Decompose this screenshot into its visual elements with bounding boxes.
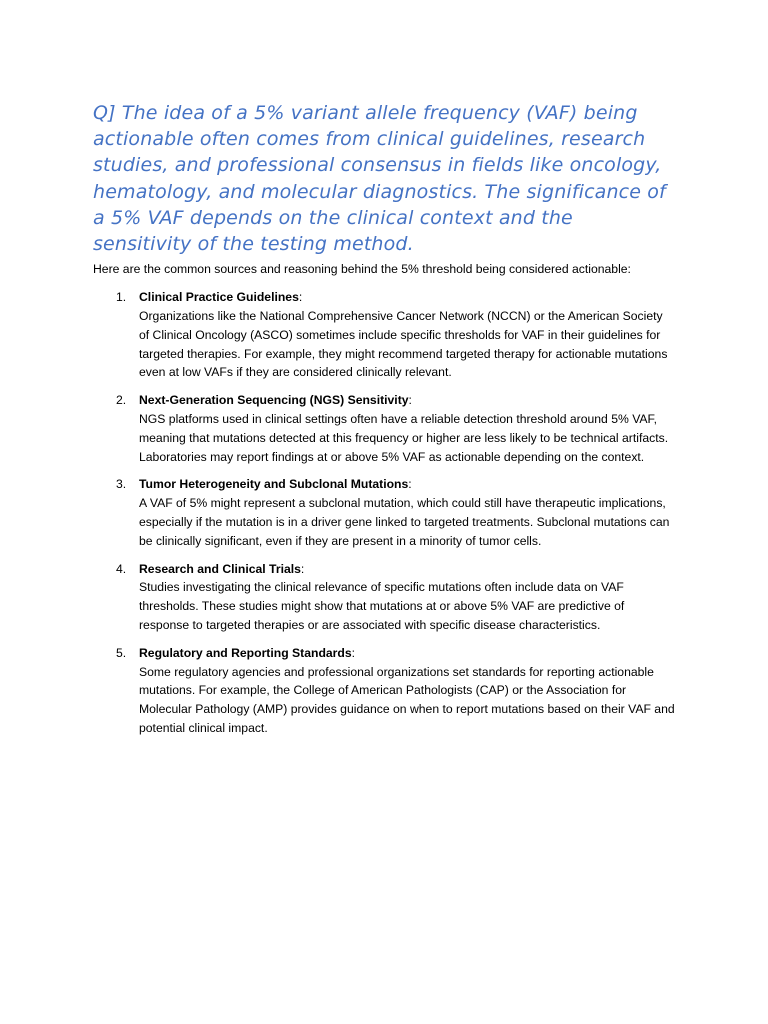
item-title-colon: : xyxy=(298,290,303,305)
list-item xyxy=(93,560,675,635)
item-title: Regulatory and Reporting Standards xyxy=(139,645,352,660)
list-number: 1. xyxy=(116,290,127,305)
list-item xyxy=(93,644,675,738)
list-item xyxy=(93,391,675,466)
item-title-line xyxy=(139,393,412,407)
question-heading: Q] The idea of a 5% variant allele frequency (VAF) being actionable often comes from clinical guidelines, research studies, and professional consensus in fields like oncology, hematology, and molecular diagnostics. The significance of a 5% VAF depends on the clinical context and the sensitivity of the testing method. xyxy=(93,102,666,256)
list-number: 3. xyxy=(116,477,127,492)
sources-list xyxy=(93,288,675,738)
item-title: Research and Clinical Trials xyxy=(139,561,301,576)
item-title-colon: : xyxy=(408,477,412,492)
item-title-line xyxy=(139,646,355,660)
item-title: Clinical Practice Guidelines xyxy=(139,290,299,305)
item-title: Next-Generation Sequencing (NGS) Sensitivity xyxy=(139,393,409,408)
list-number: 2. xyxy=(116,393,127,408)
item-body: Organizations like the National Comprehensive Cancer Network (NCCN) or the American Society of Clinical Oncology (ASCO) sometimes include specific thresholds for VAF in their guidelines for targeted therapies. For example, they might recommend targeted therapy for actionable mutations even at low VAFs if they are considered clinically relevant. xyxy=(139,309,668,380)
item-title-colon: : xyxy=(408,393,412,408)
item-title-colon: : xyxy=(300,561,305,576)
item-title-line xyxy=(139,477,412,491)
list-item xyxy=(93,475,675,550)
item-title-line xyxy=(139,562,304,576)
intro-paragraph: Here are the common sources and reasoning behind the 5% threshold being considered actionable: xyxy=(93,262,631,277)
item-title-colon: : xyxy=(351,645,356,660)
list-number: 5. xyxy=(116,645,127,660)
item-body: A VAF of 5% might represent a subclonal mutation, which could still have therapeutic implications, especially if the mutation is in a driver gene linked to targeted treatments. Subclonal mutations can be clinically significant, even if they are present in a minority of tumor cells. xyxy=(139,496,670,548)
item-body: NGS platforms used in clinical settings often have a reliable detection threshold around 5% VAF, meaning that mutations detected at this frequency or higher are less likely to be technical artifacts. Laboratories may report findings at or above 5% VAF as actionable depending on the context. xyxy=(139,412,669,464)
item-title: Tumor Heterogeneity and Subclonal Mutations xyxy=(139,477,409,492)
item-title-line xyxy=(139,290,302,304)
item-body: Some regulatory agencies and professional organizations set standards for reporting actionable mutations. For example, the College of American Pathologists (CAP) or the Association for Molecular Pathology (AMP) provides guidance on when to report mutations based on their VAF and potential clinical impact. xyxy=(139,664,675,735)
document-page xyxy=(93,100,675,747)
list-number: 4. xyxy=(116,561,127,576)
list-item xyxy=(93,288,675,382)
item-body: Studies investigating the clinical relevance of specific mutations often include data on VAF thresholds. These studies might show that mutations at or above 5% VAF are predictive of response to targeted therapies or are associated with specific disease characteristics. xyxy=(139,580,625,632)
